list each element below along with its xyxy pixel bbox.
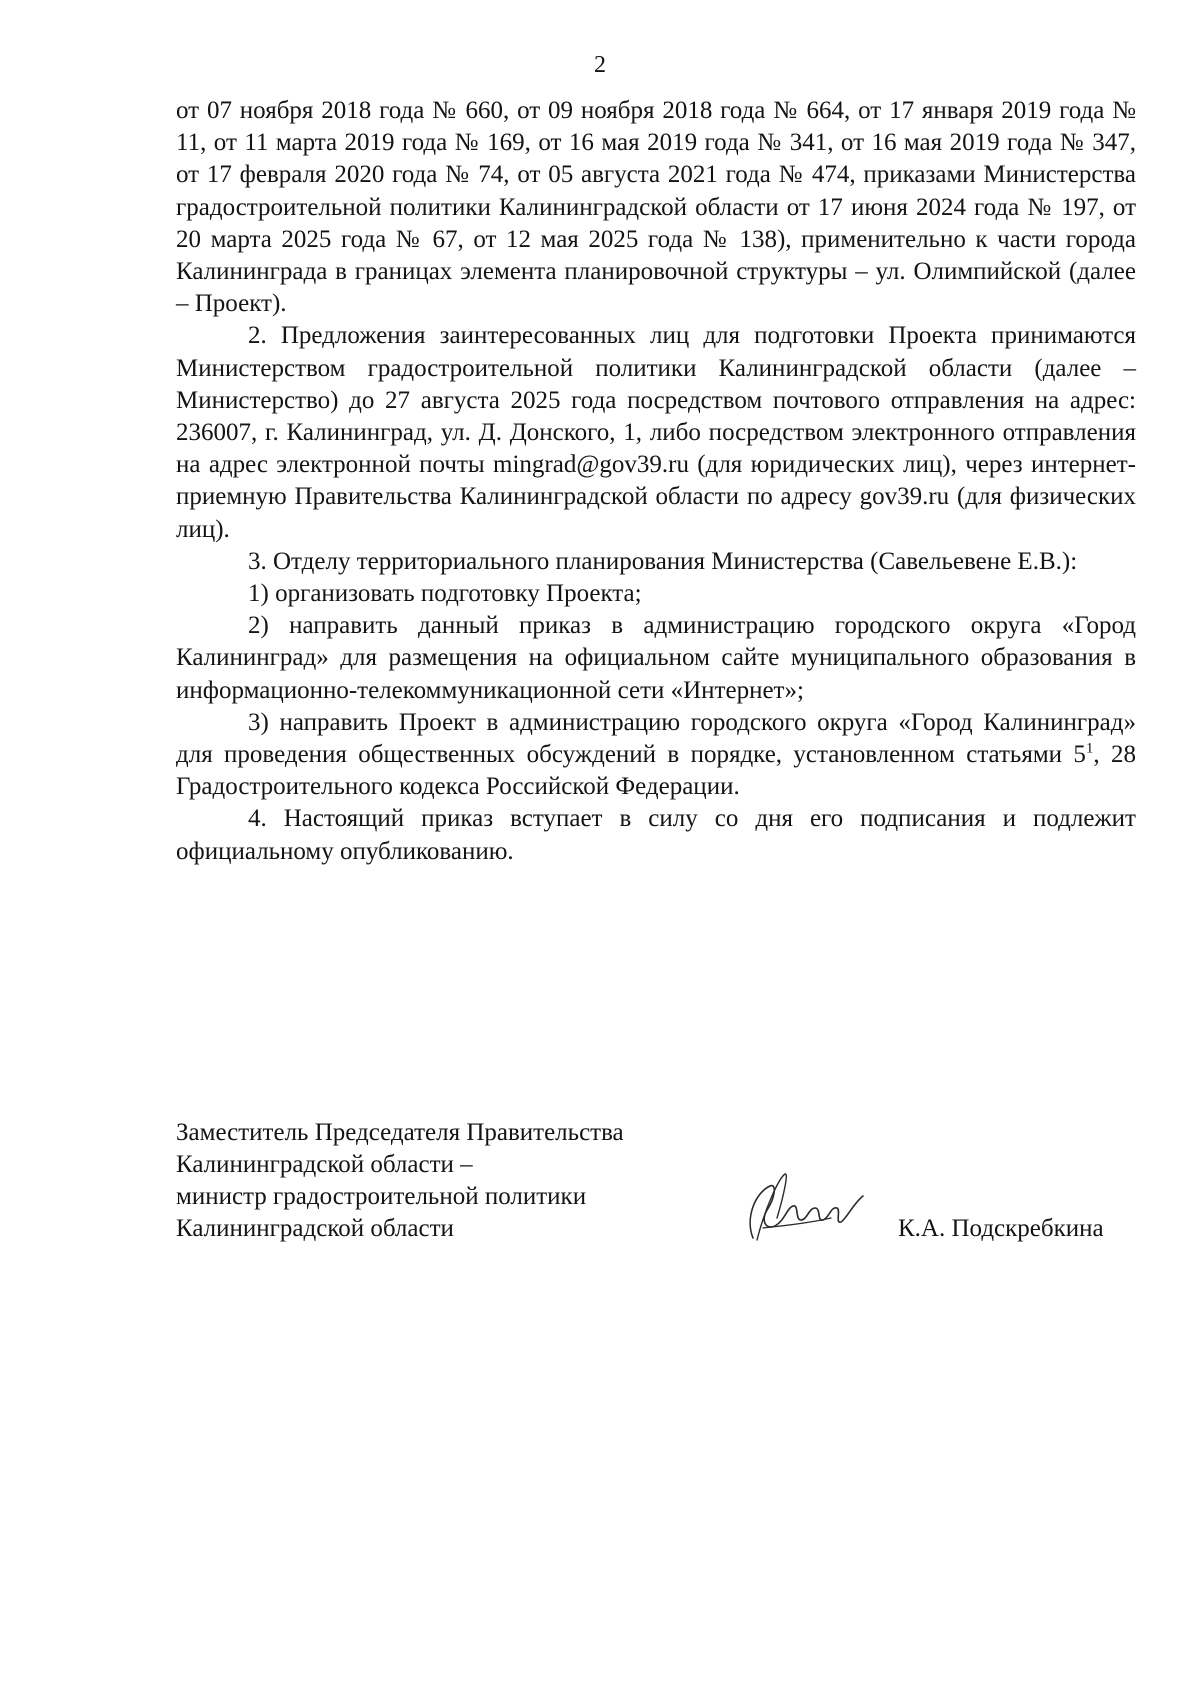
handwritten-signature [735,1168,865,1248]
paragraph-item-3: 3. Отделу территориального планирования Министерства (Савельевене Е.В.): [248,547,1078,575]
paragraph-item-2: 2. Предложения заинтересованных лиц для подготовки Проекта принимаются Министерством градостроительной политики Калининградской области (далее – Министерство) до 27 августа 2025 года посредством почтового отправления на адрес: 236007, г. Калининград, ул. Д. Донского, 1, либо посредством электронного отправления на адрес электронной почты mingrad@gov39.ru (для юридических лиц), через интернет-приемную Правительства Калининградской области по адресу gov39.ru (для физических лиц). [176,322,1136,543]
paragraph-item-4: 4. Настоящий приказ вступает в силу со дня его подписания и подлежит официальному опубликованию. [176,805,1136,865]
signatory-title-line: Калининградской области [176,1215,454,1242]
paragraph-subitem-1: 1) организовать подготовку Проекта; [248,580,642,608]
page-number: 2 [594,52,606,78]
signatory-title-line: Заместитель Председателя Правительства [176,1119,624,1146]
superscript-footnote: 1 [1085,740,1094,757]
paragraph-subitem-3-tail: , 28 Градостроительного кодекса Российской Федерации. [176,741,1137,801]
paragraph-subitem-2: 2) направить данный приказ в администрацию городского округа «Город Калининград» для размещения на официальном сайте муниципального образования в информационно-телекоммуникационной сети «Интернет»; [176,612,1136,704]
signatory-title-line: министр градостроительной политики [176,1183,587,1210]
document-body [176,95,1136,868]
paragraph-continuation: от 07 ноября 2018 года № 660, от 09 ноября 2018 года № 664, от 17 января 2019 года № 11, от 11 марта 2019 года № 169, от 16 мая 2019 года № 341, от 16 мая 2019 года № 347, от 17 февраля 2020 года № 74, от 05 августа 2021 года № 474, приказами Министерства градостроительной политики Калининградской области от 17 июня 2024 года № 197, от 20 марта 2025 года № 67, от 12 мая 2025 года № 138), применительно к части города Калининграда в границах элемента планировочной структуры – ул. Олимпийской (далее – Проект). [176,97,1136,318]
signatory-title-line: Калининградской области – [176,1151,473,1178]
paragraph-subitem-3 [176,707,1136,804]
paragraph-subitem-3-text: 3) направить Проект в администрацию городского округа «Город Калининград» для проведения общественных обсуждений в порядке, установленном статьями 5 [176,708,1136,769]
signer-name: К.А. Подскребкина [898,1215,1104,1242]
signatory-title [176,1117,624,1245]
